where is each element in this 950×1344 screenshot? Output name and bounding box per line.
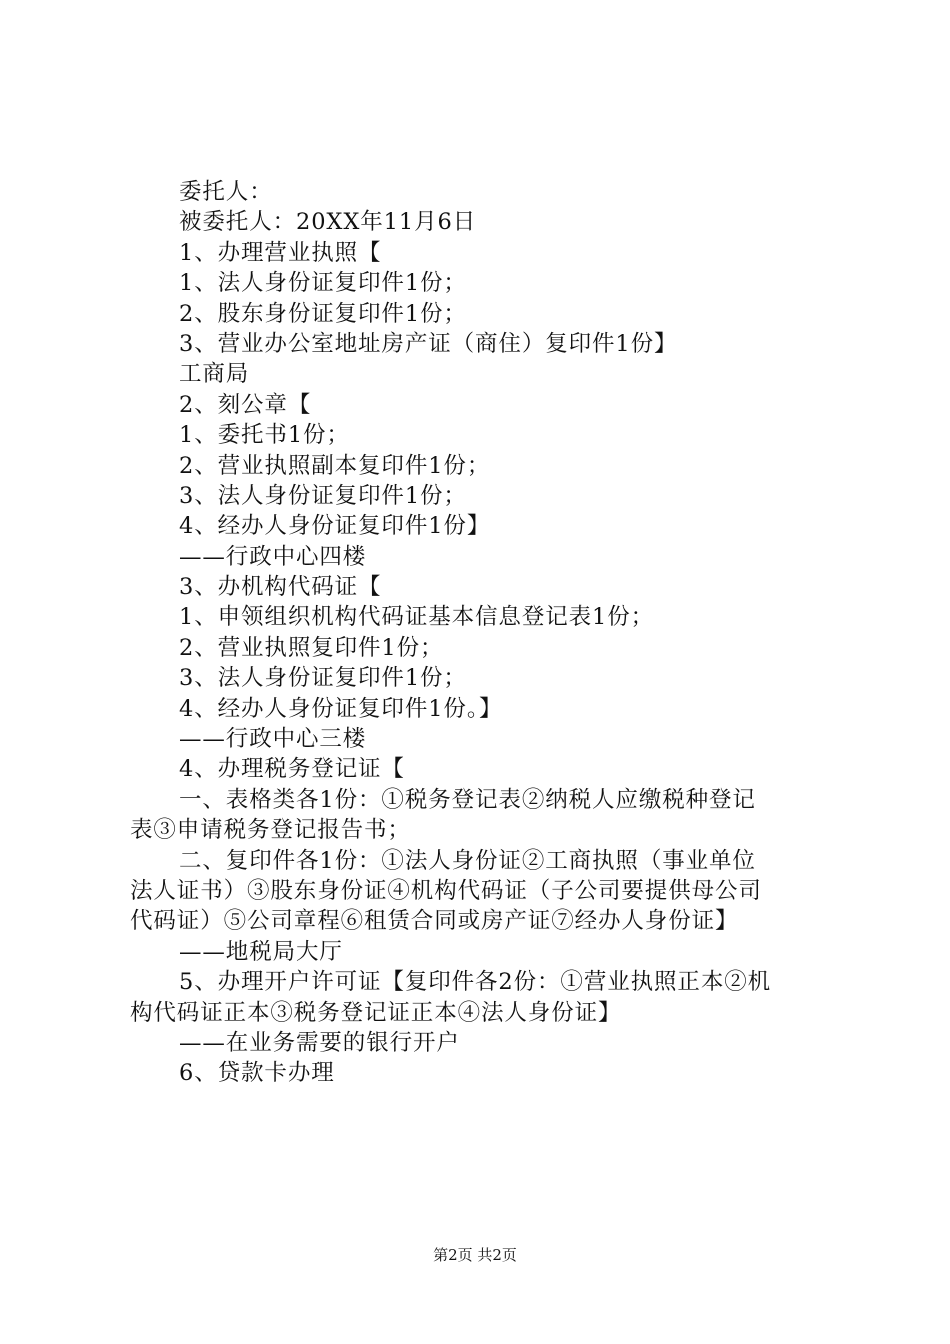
list-item: 4、经办人身份证复印件1份】 [179,513,491,540]
line-org-code-heading: 3、办机构代码证【 [179,574,382,601]
paragraph-line: 5、办理开户许可证【复印件各2份：①营业执照正本②机 [179,969,772,996]
paragraph-line: 二、复印件各1份：①法人身份证②工商执照（事业单位 [179,847,756,874]
list-item: 3、营业办公室地址房产证（商住）复印件1份】 [179,330,678,357]
line-business-license-heading: 1、办理营业执照【 [179,239,382,266]
paragraph-line: 法人证书）③股东身份证④机构代码证（子公司要提供母公司 [130,878,762,905]
list-item: 1、申领组织机构代码证基本信息登记表1份； [179,604,655,631]
line-location: ——地税局大厅 [179,938,343,965]
paragraph-line: 构代码证正本③税务登记证正本④法人身份证】 [130,999,622,1026]
list-item: 3、法人身份证复印件1份； [179,665,467,692]
paragraph-forms [130,785,832,846]
line-seal-heading: 2、刻公章【 [179,391,312,418]
list-item: 2、股东身份证复印件1份； [179,300,467,327]
paragraph-line: 一、表格类各1份：①税务登记表②纳税人应缴税种登记 [179,786,756,813]
paragraph-line: 表③申请税务登记报告书； [130,817,411,844]
line-location: ——在业务需要的银行开户 [179,1030,460,1057]
document-body [130,177,832,1089]
paragraph-line: 代码证）⑤公司章程⑥租赁合同或房产证⑦经办人身份证】 [130,908,739,935]
list-item: 3、法人身份证复印件1份； [179,482,467,509]
line-location: ——行政中心三楼 [179,726,367,753]
paragraph-copies [130,846,832,937]
line-agent-date: 被委托人：20XX年11月6日 [179,209,477,236]
list-item: 1、法人身份证复印件1份； [179,270,467,297]
line-principal: 委托人： [179,179,273,205]
list-item: 2、营业执照副本复印件1份； [179,452,491,479]
line-tax-heading: 4、办理税务登记证【 [179,756,405,783]
line-location: ——行政中心四楼 [179,543,367,570]
list-item: 1、委托书1份； [179,422,350,449]
page-number-footer: 第2页 共2页 [433,1246,517,1264]
list-item: 4、经办人身份证复印件1份。】 [179,695,503,722]
paragraph-account-permit [130,967,832,1028]
list-item: 2、营业执照复印件1份； [179,634,444,661]
line-location: 工商局 [179,361,250,388]
line-loan-card-heading: 6、贷款卡办理 [179,1060,335,1087]
